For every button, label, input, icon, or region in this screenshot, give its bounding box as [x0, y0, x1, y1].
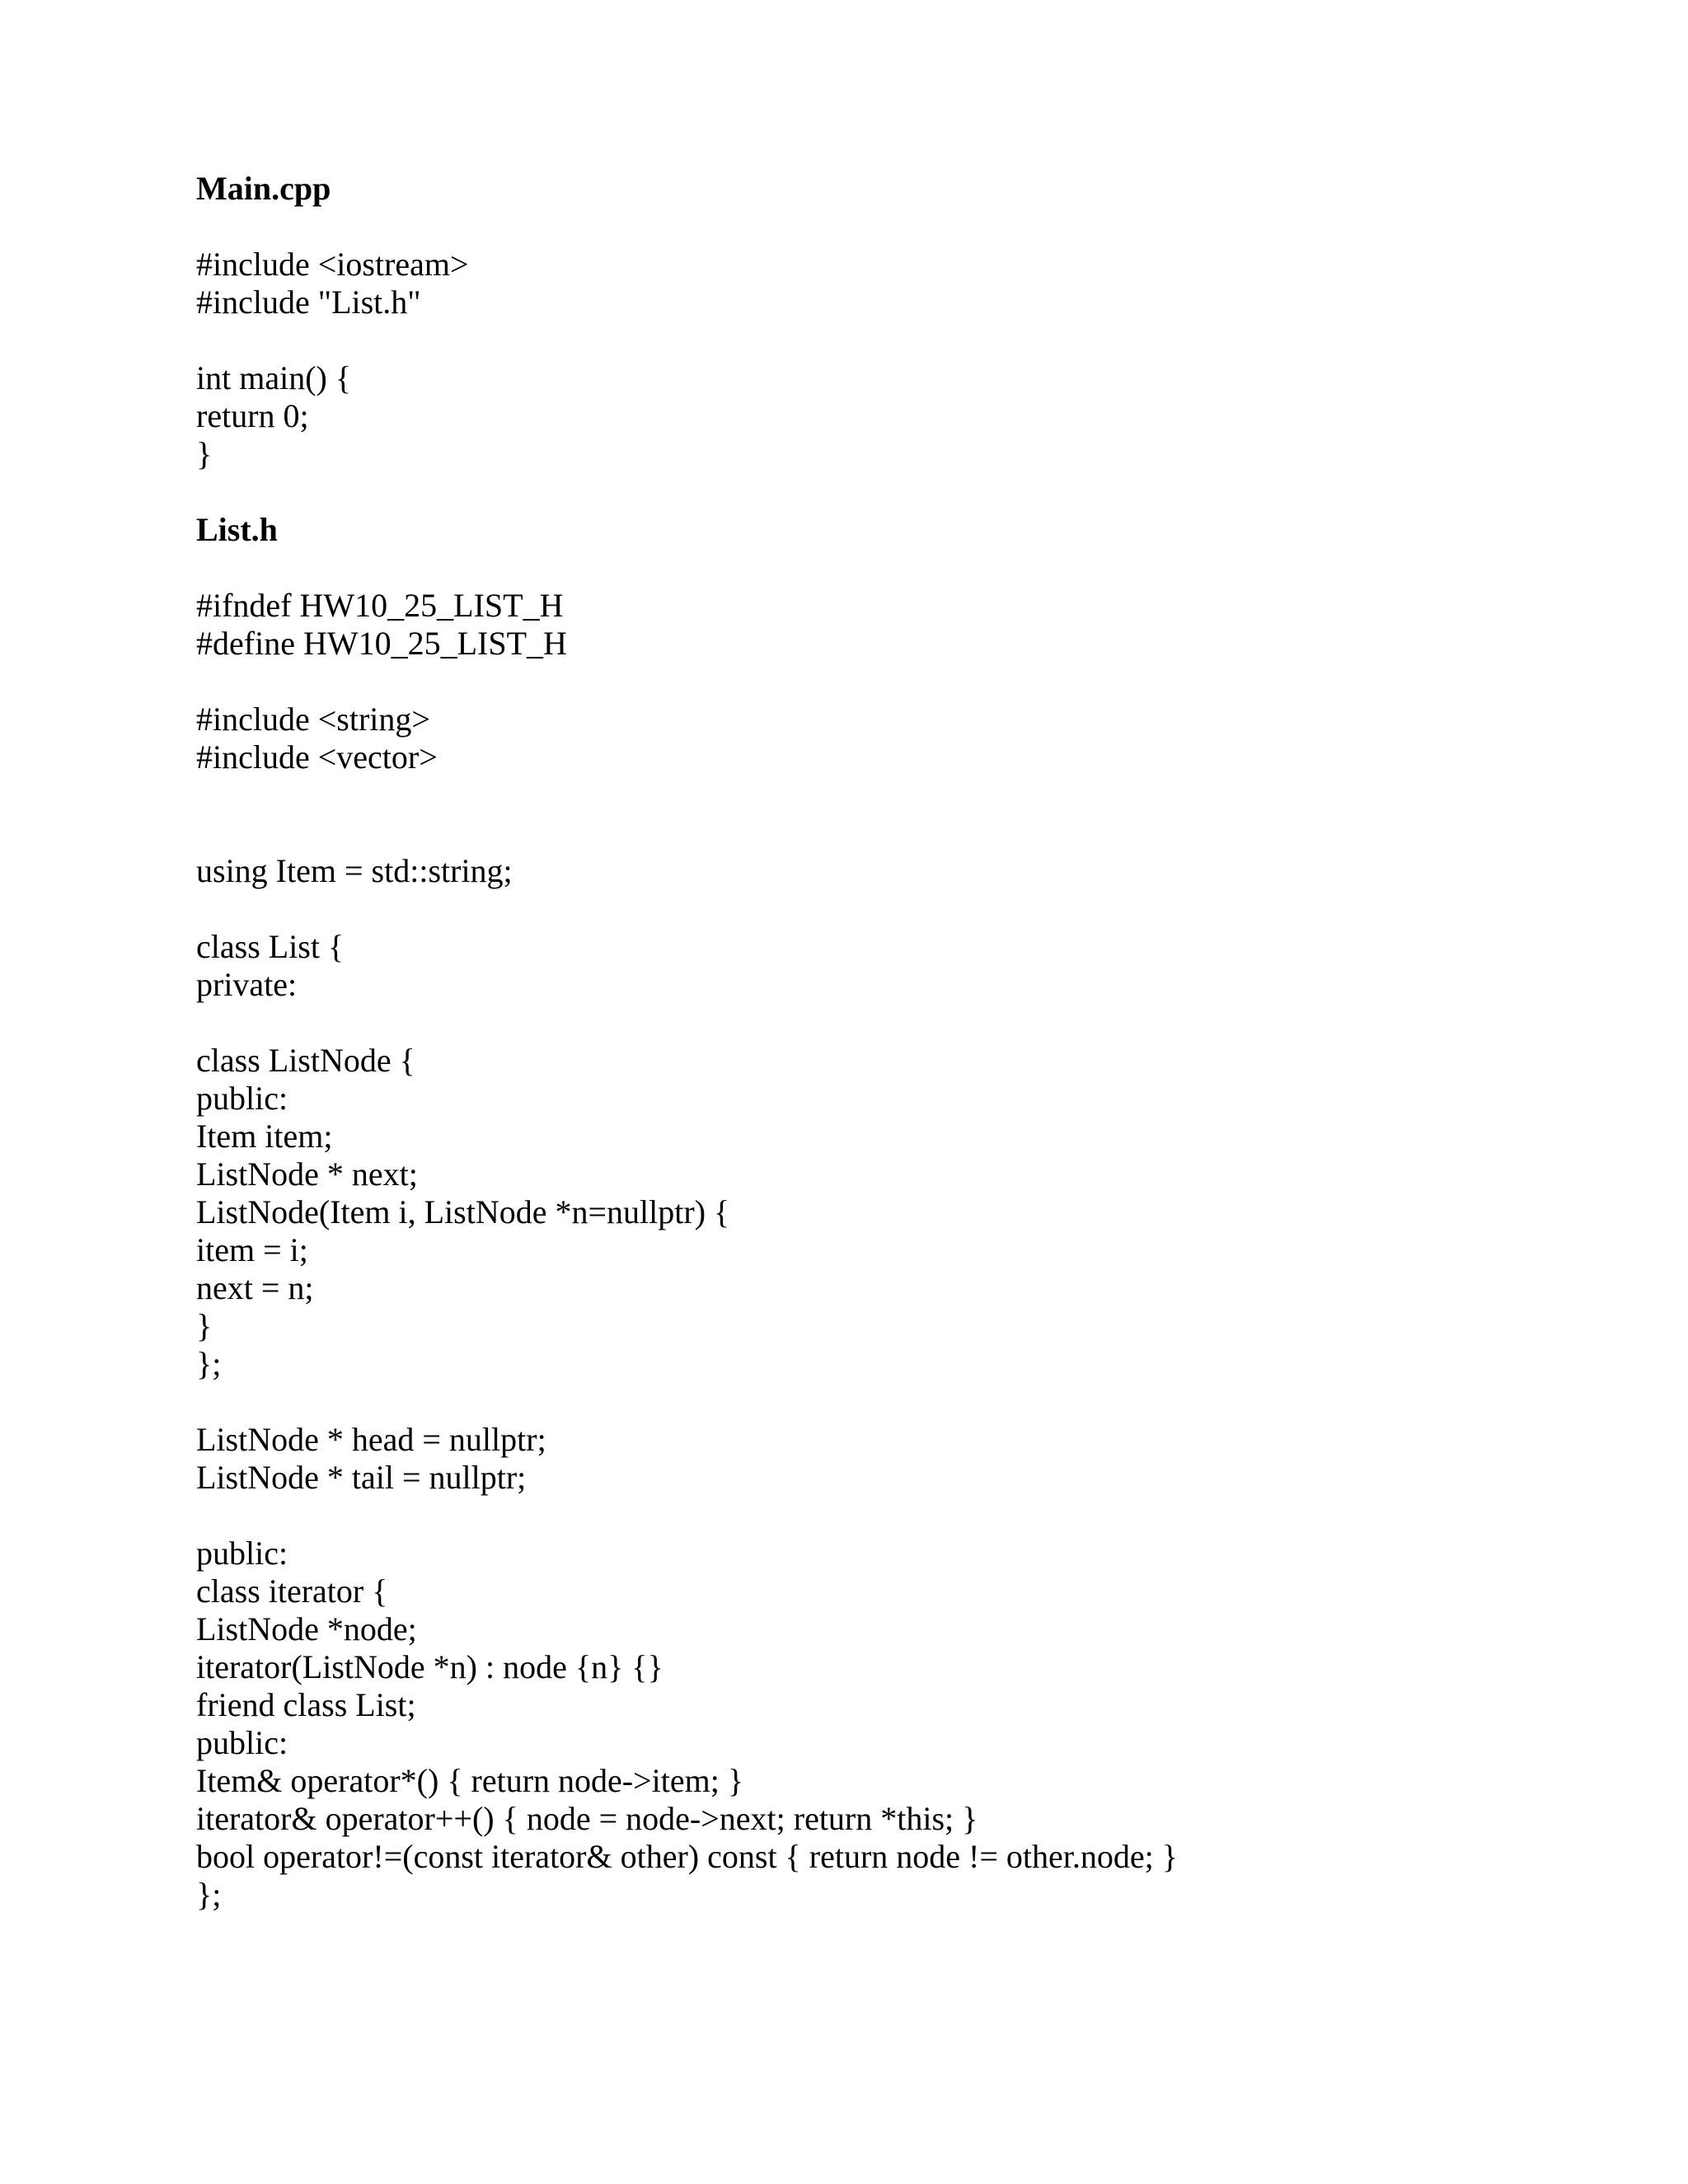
code-line: bool operator!=(const iterator& other) const { return node != other.node; }	[196, 1838, 1178, 1875]
section-heading: Main.cpp	[196, 170, 331, 207]
code-line: public:	[196, 1724, 288, 1761]
code-line: iterator& operator++() { node = node->next; return *this; }	[196, 1800, 978, 1837]
code-line: ListNode * tail = nullptr;	[196, 1459, 527, 1496]
code-line: public:	[196, 1535, 288, 1572]
code-line: ListNode * head = nullptr;	[196, 1421, 546, 1458]
code-line: }	[196, 435, 213, 472]
code-line: #include <iostream>	[196, 246, 469, 283]
code-line: Item& operator*() { return node->item; }	[196, 1762, 744, 1799]
section-heading: List.h	[196, 511, 278, 548]
code-line: #include <string>	[196, 701, 430, 738]
code-line: };	[196, 1345, 222, 1382]
code-line: };	[196, 1876, 222, 1913]
code-line: friend class List;	[196, 1686, 416, 1723]
code-line: #define HW10_25_LIST_H	[196, 625, 567, 662]
code-line: Item item;	[196, 1118, 333, 1155]
code-line: using Item = std::string;	[196, 852, 513, 889]
code-line: return 0;	[196, 397, 309, 434]
code-line: next = n;	[196, 1269, 314, 1306]
code-line: class ListNode {	[196, 1042, 415, 1079]
code-line: #include "List.h"	[196, 284, 421, 321]
code-line: int main() {	[196, 359, 352, 396]
code-line: }	[196, 1307, 213, 1344]
code-line: ListNode *node;	[196, 1610, 417, 1647]
code-line: #include <vector>	[196, 738, 438, 776]
code-line: item = i;	[196, 1231, 308, 1268]
code-line: private:	[196, 966, 298, 1003]
code-line: ListNode(Item i, ListNode *n=nullptr) {	[196, 1193, 730, 1230]
code-line: class List {	[196, 928, 345, 965]
code-line: ListNode * next;	[196, 1155, 418, 1193]
code-line: #ifndef HW10_25_LIST_H	[196, 587, 564, 624]
code-line: class iterator {	[196, 1572, 388, 1610]
code-line: iterator(ListNode *n) : node {n} {}	[196, 1648, 663, 1685]
code-line: public:	[196, 1080, 288, 1117]
